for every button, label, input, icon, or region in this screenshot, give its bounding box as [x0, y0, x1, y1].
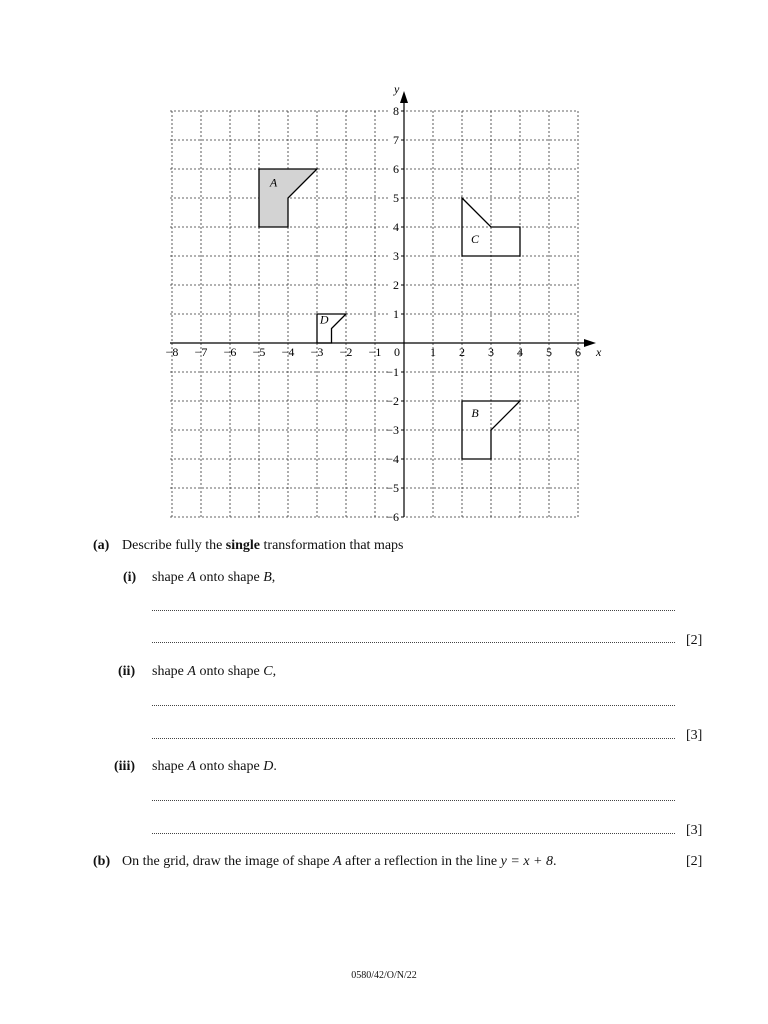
- x-tick-label: 2: [459, 345, 465, 359]
- part-b-text: On the grid, draw the image of shape A after a reflection in the line y = x + 8.: [122, 854, 557, 869]
- y-tick-label: 2: [393, 278, 399, 292]
- y-axis-arrow: [400, 91, 408, 103]
- y-tick-label: 1: [393, 307, 399, 321]
- y-tick-label: −4: [386, 452, 399, 466]
- y-tick-label: 4: [393, 220, 399, 234]
- y-tick-label: −3: [386, 423, 399, 437]
- reflection-equation: y = x + 8: [500, 854, 553, 869]
- part-a-iii-text: shape A onto shape D.: [152, 759, 277, 774]
- y-tick-label: −6: [386, 510, 399, 524]
- x-tick-label: −7: [194, 345, 208, 359]
- answer-line-iii-1[interactable]: [152, 800, 675, 801]
- shape-label-a: A: [269, 175, 278, 190]
- answer-line-i-2[interactable]: [152, 642, 675, 643]
- y-tick-label: 5: [393, 191, 399, 205]
- part-a-label: (a): [93, 538, 110, 553]
- part-a-i-text: shape A onto shape B,: [152, 570, 276, 585]
- part-a-text: Describe fully the single transformation that maps: [122, 538, 404, 553]
- shape-label-d: D: [319, 312, 329, 327]
- answer-line-ii-2[interactable]: [152, 738, 675, 739]
- y-tick-label: 6: [393, 162, 399, 176]
- y-axis-label: y: [394, 82, 400, 96]
- shape-a: [259, 169, 317, 227]
- x-tick-label: 5: [546, 345, 552, 359]
- y-tick-label: 8: [393, 104, 399, 118]
- paper-code: 0580/42/O/N/22: [351, 970, 417, 981]
- part-a-iii-label: (iii): [114, 759, 135, 774]
- y-tick-label: −2: [386, 394, 399, 408]
- x-tick-label: 6: [575, 345, 581, 359]
- part-a-ii-label: (ii): [118, 664, 136, 679]
- marks-ii: [3]: [686, 728, 703, 743]
- y-tick-label: −1: [386, 365, 399, 379]
- origin-label: 0: [394, 345, 400, 359]
- x-tick-label: −1: [368, 345, 382, 359]
- x-tick-label: −8: [165, 345, 179, 359]
- marks-i: [2]: [686, 633, 703, 648]
- y-tick-label: −5: [386, 481, 399, 495]
- shape-label-b: B: [471, 405, 479, 420]
- x-axis-label: x: [596, 345, 602, 359]
- answer-line-i-1[interactable]: [152, 610, 675, 611]
- x-tick-label: 3: [488, 345, 494, 359]
- y-tick-label: 7: [393, 133, 399, 147]
- part-a-i-label: (i): [123, 570, 137, 585]
- x-tick-label: 4: [517, 345, 523, 359]
- x-tick-label: 1: [430, 345, 436, 359]
- x-tick-label: −2: [339, 345, 353, 359]
- marks-iii: [3]: [686, 823, 703, 838]
- x-tick-label: −6: [223, 345, 237, 359]
- part-b-label: (b): [93, 854, 111, 869]
- answer-line-iii-2[interactable]: [152, 833, 675, 834]
- x-tick-label: −4: [281, 345, 295, 359]
- shape-label-c: C: [471, 231, 480, 246]
- part-a-ii-text: shape A onto shape C,: [152, 664, 277, 679]
- marks-b: [2]: [686, 854, 703, 869]
- y-tick-label: 3: [393, 249, 399, 263]
- x-tick-label: −3: [310, 345, 324, 359]
- x-tick-label: −5: [252, 345, 266, 359]
- x-axis-arrow: [584, 339, 596, 347]
- answer-line-ii-1[interactable]: [152, 705, 675, 706]
